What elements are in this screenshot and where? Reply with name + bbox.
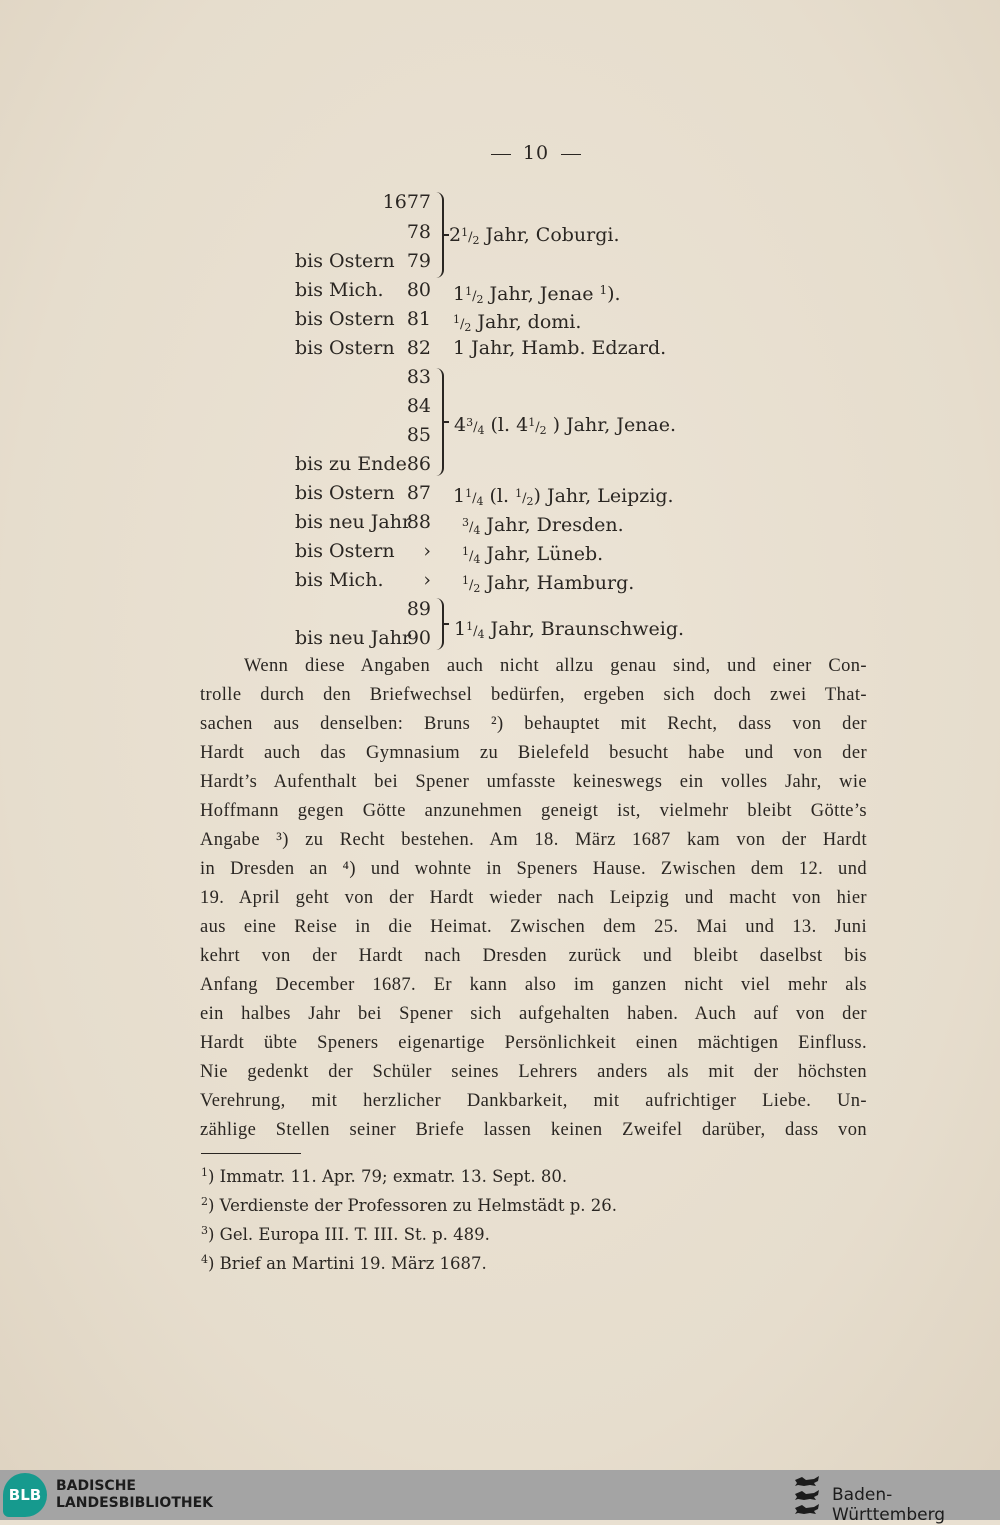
fraction-denominator: 2 xyxy=(526,495,534,508)
fraction-denominator: 2 xyxy=(539,424,547,437)
fraction-denominator: 2 xyxy=(472,234,480,247)
footnotes xyxy=(201,1160,617,1276)
fraction-numerator: 1 xyxy=(465,285,473,298)
row-year: › xyxy=(423,540,431,562)
fraction: $^1/_2$ xyxy=(515,487,534,508)
fraction: $^1/_2$ xyxy=(528,416,547,437)
row-year: 81 xyxy=(406,308,431,330)
library-name-line1: BADISCHE xyxy=(56,1478,136,1494)
row-label: bis Mich. xyxy=(295,569,384,591)
body-line: sachen aus denselben: Bruns ²) behauptet mit Recht, dass von der xyxy=(200,714,867,734)
row-year: 88 xyxy=(406,511,431,533)
fraction: $^1/_2$ xyxy=(462,574,481,595)
fraction-denominator: 4 xyxy=(477,424,485,437)
library-name-line2: LANDESBIBLIOTHEK xyxy=(56,1495,214,1511)
baden-wuerttemberg-lions-icon xyxy=(792,1474,822,1516)
chronology-row xyxy=(0,450,1000,479)
fraction: $^1/_4$ xyxy=(465,487,484,508)
body-line: Anfang December 1687. Er kann also im ganzen nicht viel mehr als xyxy=(200,975,867,995)
row-description: $1^1/_4$ Jahr, Braunschweig. xyxy=(454,618,685,641)
row-description: $^1/_2$ Jahr, domi. xyxy=(453,311,582,334)
chronology-row xyxy=(0,566,1000,595)
folio-dash-left xyxy=(491,154,511,155)
row-year: 85 xyxy=(406,424,431,446)
footnote xyxy=(201,1247,617,1276)
row-year: › xyxy=(423,569,431,591)
grouped-description xyxy=(0,408,1000,437)
fraction-numerator: 1 xyxy=(466,620,474,633)
row-year: 89 xyxy=(406,598,431,620)
fraction-numerator: 1 xyxy=(465,487,473,500)
fraction-numerator: 3 xyxy=(462,516,469,529)
fraction-denominator: 2 xyxy=(473,582,481,595)
footnote-rule xyxy=(201,1153,301,1154)
body-paragraph xyxy=(200,652,867,1145)
fraction: $^1/_4$ xyxy=(466,620,485,641)
footnote-reference: 1 xyxy=(599,283,608,297)
row-description: $2^1/_2$ Jahr, Coburgi. xyxy=(449,224,620,247)
body-line: Hoffmann gegen Götte anzunehmen geneigt ist, vielmehr bleibt Götte’s xyxy=(200,801,867,821)
footnote-text: ) Brief an Martini 19. März 1687. xyxy=(208,1254,487,1273)
curly-brace xyxy=(434,368,444,476)
chronology-row xyxy=(0,188,1000,217)
body-line: Nie gedenkt der Schüler seines Lehrers anders als mit der höchsten xyxy=(200,1062,867,1082)
row-label: bis Ostern xyxy=(295,250,395,272)
row-description: $1^1/_4$ (l. $^1/_2$) Jahr, Leipzig. xyxy=(453,485,674,508)
body-line: in Dresden an ⁴) und wohnte in Speners Hause. Zwischen dem 12. und xyxy=(200,859,867,879)
row-description: $^1/_4$ Jahr, Lüneb. xyxy=(462,543,604,566)
fraction-denominator: 2 xyxy=(464,321,472,334)
footnote-text: ) Verdienste der Professoren zu Helmstädt p. 26. xyxy=(208,1196,618,1215)
fraction: $^3/_4$ xyxy=(466,416,485,437)
fraction: $^3/_4$ xyxy=(462,516,481,537)
body-line: Hardt auch das Gymnasium zu Bielefeld besucht habe und von der xyxy=(200,743,867,763)
row-label: bis Ostern xyxy=(295,308,395,330)
fraction-denominator: 4 xyxy=(473,524,481,537)
chronology-row xyxy=(0,363,1000,392)
chronology-row xyxy=(0,537,1000,566)
body-line: trolle durch den Briefwechsel bedürfen, ergeben sich doch zwei That- xyxy=(200,685,867,705)
library-name[interactable] xyxy=(56,1478,213,1512)
body-line: kehrt von der Hardt nach Dresden zurück und bleibt daselbst bis xyxy=(200,946,867,966)
footnote-mark: 1 xyxy=(201,1166,208,1179)
fraction-numerator: 3 xyxy=(466,416,474,429)
fraction-denominator: 4 xyxy=(473,553,481,566)
fraction-numerator: 1 xyxy=(453,313,460,326)
footer-bar xyxy=(0,1470,1000,1525)
body-line: 19. April geht von der Hardt wieder nach Leipzig und macht von hier xyxy=(200,888,867,908)
fraction-numerator: 1 xyxy=(461,226,469,239)
curly-brace xyxy=(434,192,444,278)
row-label: bis zu Ende xyxy=(295,453,407,475)
row-year: 78 xyxy=(406,221,431,243)
page-number xyxy=(0,142,1000,164)
footnote xyxy=(201,1218,617,1247)
row-year: 1677 xyxy=(382,191,431,213)
row-year: 87 xyxy=(406,482,431,504)
row-year: 83 xyxy=(406,366,431,388)
row-year: 82 xyxy=(406,337,431,359)
fraction-denominator: 4 xyxy=(476,495,484,508)
chronology-row xyxy=(0,218,1000,247)
footnote-text: ) Gel. Europa III. T. III. St. p. 489. xyxy=(208,1225,490,1244)
row-label: bis Ostern xyxy=(295,337,395,359)
fraction: $^1/_4$ xyxy=(462,545,481,566)
body-line: Verehrung, mit herzlicher Dankbarkeit, mit aufrichtiger Liebe. Un- xyxy=(200,1091,867,1111)
fraction-numerator: 1 xyxy=(462,545,469,558)
row-label: bis Ostern xyxy=(295,482,395,504)
row-description: $^1/_2$ Jahr, Hamburg. xyxy=(462,572,635,595)
fraction: $^1/_2$ xyxy=(453,313,472,334)
fraction-numerator: 1 xyxy=(515,487,523,500)
row-description: $^3/_4$ Jahr, Dresden. xyxy=(462,514,624,537)
row-year: 90 xyxy=(406,627,431,649)
grouped-description xyxy=(0,612,1000,641)
footnote-text: ) Immatr. 11. Apr. 79; exmatr. 13. Sept. 80. xyxy=(208,1167,568,1186)
footnote-mark: 4 xyxy=(201,1253,208,1266)
row-description: $4^3/_4$ (l. $4^1/_2$ ) Jahr, Jenae. xyxy=(454,414,677,437)
fraction-numerator: 1 xyxy=(462,574,469,587)
body-line: Hardt übte Speners eigenartige Persönlichkeit einen mächtigen Einfluss. xyxy=(200,1033,867,1053)
fraction-numerator: 1 xyxy=(528,416,536,429)
row-year: 84 xyxy=(406,395,431,417)
row-label: bis Mich. xyxy=(295,279,384,301)
fraction: $^1/_2$ xyxy=(465,285,484,306)
chronology-row xyxy=(0,247,1000,276)
footnote-mark: 3 xyxy=(201,1224,208,1237)
fraction: $^1/_2$ xyxy=(461,226,480,247)
state-name[interactable]: Baden-Württemberg xyxy=(832,1485,946,1525)
curly-brace xyxy=(434,598,444,650)
fraction-denominator: 2 xyxy=(476,293,484,306)
row-label: bis neu Jahr xyxy=(295,511,412,533)
folio-dash-right xyxy=(561,154,581,155)
footnote xyxy=(201,1189,617,1218)
body-line: Angabe ³) zu Recht bestehen. Am 18. März 1687 kam von der Hardt xyxy=(200,830,867,850)
chronology-row xyxy=(0,508,1000,537)
footnote-mark: 2 xyxy=(201,1195,208,1208)
body-line: Hardt’s Aufenthalt bei Spener umfasste keineswegs ein volles Jahr, wie xyxy=(200,772,867,792)
row-year: 86 xyxy=(406,453,431,475)
row-label: bis Ostern xyxy=(295,540,395,562)
footnote xyxy=(201,1160,617,1189)
body-line: aus eine Reise in die Heimat. Zwischen dem 25. Mai und 13. Juni xyxy=(200,917,867,937)
chronology-row xyxy=(0,305,1000,334)
row-description: 1 Jahr, Hamb. Edzard. xyxy=(453,337,667,359)
chronology-row xyxy=(0,276,1000,305)
row-description: $1^1/_2$ Jahr, Jenae $^1$). xyxy=(453,283,621,306)
body-line: ein halbes Jahr bei Spener sich aufgehalten haben. Auch auf von der xyxy=(200,1004,867,1024)
body-line: zählige Stellen seiner Briefe lassen keinen Zweifel darüber, dass von xyxy=(200,1120,867,1140)
body-line: Wenn diese Angaben auch nicht allzu genau sind, und einer Con- xyxy=(244,656,867,676)
chronology-row xyxy=(0,479,1000,508)
page-number-text: 10 xyxy=(522,142,550,164)
row-label: bis neu Jahr xyxy=(295,627,412,649)
row-year: 80 xyxy=(406,279,431,301)
row-year: 79 xyxy=(406,250,431,272)
blb-logo[interactable]: BLB xyxy=(3,1473,47,1517)
fraction-denominator: 4 xyxy=(477,628,485,641)
chronology-row xyxy=(0,334,1000,363)
